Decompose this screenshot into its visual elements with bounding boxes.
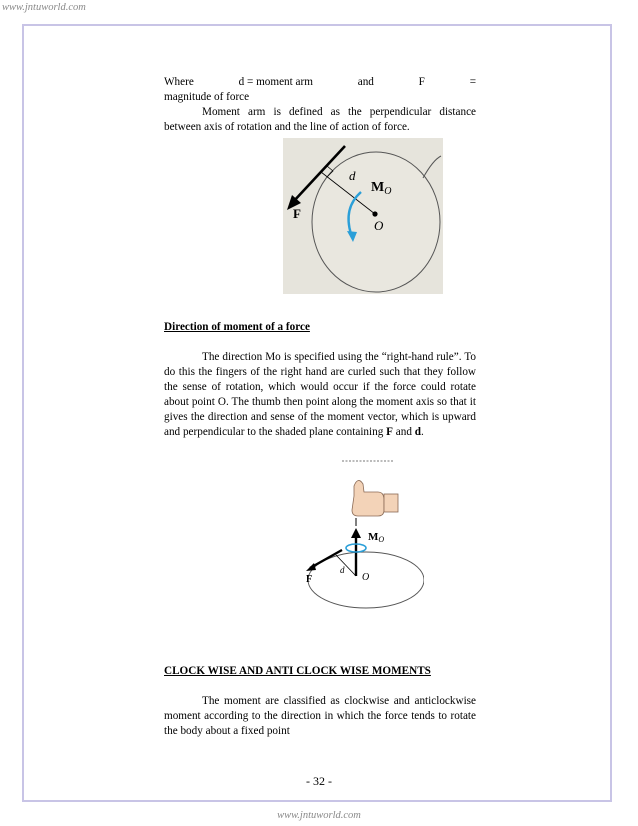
moment-arm-figure	[283, 138, 443, 294]
thumb-hand-icon	[352, 480, 384, 516]
right-hand-rule-figure	[304, 456, 424, 624]
figure1-label-f: F	[293, 206, 301, 221]
figure2-label-mo: MO	[368, 531, 385, 544]
clockwise-paragraph: The moment are classified as clockwise and anticlockwise moment according to the direction in which the force tends to rotate the body about a fixed point	[164, 695, 476, 737]
figure1-label-d: d	[349, 168, 356, 183]
direction-heading: Direction of moment of a force	[164, 321, 310, 333]
figure2-label-f: F	[306, 574, 313, 585]
equals-sign: =	[469, 76, 476, 88]
point-o	[372, 211, 377, 216]
direction-section	[164, 320, 476, 440]
direction-bold-f: F	[386, 426, 393, 438]
where-line-continued: magnitude of force	[164, 91, 250, 103]
clockwise-section	[164, 664, 476, 739]
wrist	[384, 494, 398, 512]
clockwise-heading: CLOCK WISE AND ANTI CLOCK WISE MOMENTS	[164, 665, 431, 677]
figure1-label-o: O	[374, 218, 384, 233]
figure2-label-o: O	[362, 572, 370, 583]
watermark-top: www.jntuworld.com	[2, 2, 86, 13]
figure1-label-mo: $M_O$	[371, 180, 392, 197]
watermark-bottom: www.jntuworld.com	[277, 810, 361, 821]
page-number: - 32 -	[306, 774, 332, 788]
direction-body: The direction Mo is specified using the “right-hand rule”. To do this the fingers of the right hand are curled such that they follow the sense of rotation, which would occur if the force could rotate about point O. The thumb then point along the moment axis so that it gives the direction and sense of the moment vector, which is upward and perpendicular to the shaded plane containing	[164, 351, 476, 438]
figure2-label-d: d	[340, 565, 345, 575]
definition-block	[164, 75, 476, 135]
moment-arm-definition: Moment arm is defined as the perpendicular distance between axis of rotation and the line of action of force.	[164, 106, 476, 133]
direction-bold-d: d	[414, 426, 421, 438]
where-line	[164, 75, 476, 90]
direction-and: and	[392, 426, 415, 438]
figure2-force-line	[310, 550, 342, 568]
moment-vector-arrowhead	[351, 528, 361, 538]
force-symbol: F	[418, 76, 425, 88]
and-word: and	[357, 76, 374, 88]
direction-paragraph	[164, 350, 476, 440]
moment-arm-def: d = moment arm	[238, 76, 313, 88]
direction-end: .	[420, 426, 424, 438]
figure2-moment-arm	[336, 555, 356, 576]
where-label: Where	[164, 76, 194, 88]
